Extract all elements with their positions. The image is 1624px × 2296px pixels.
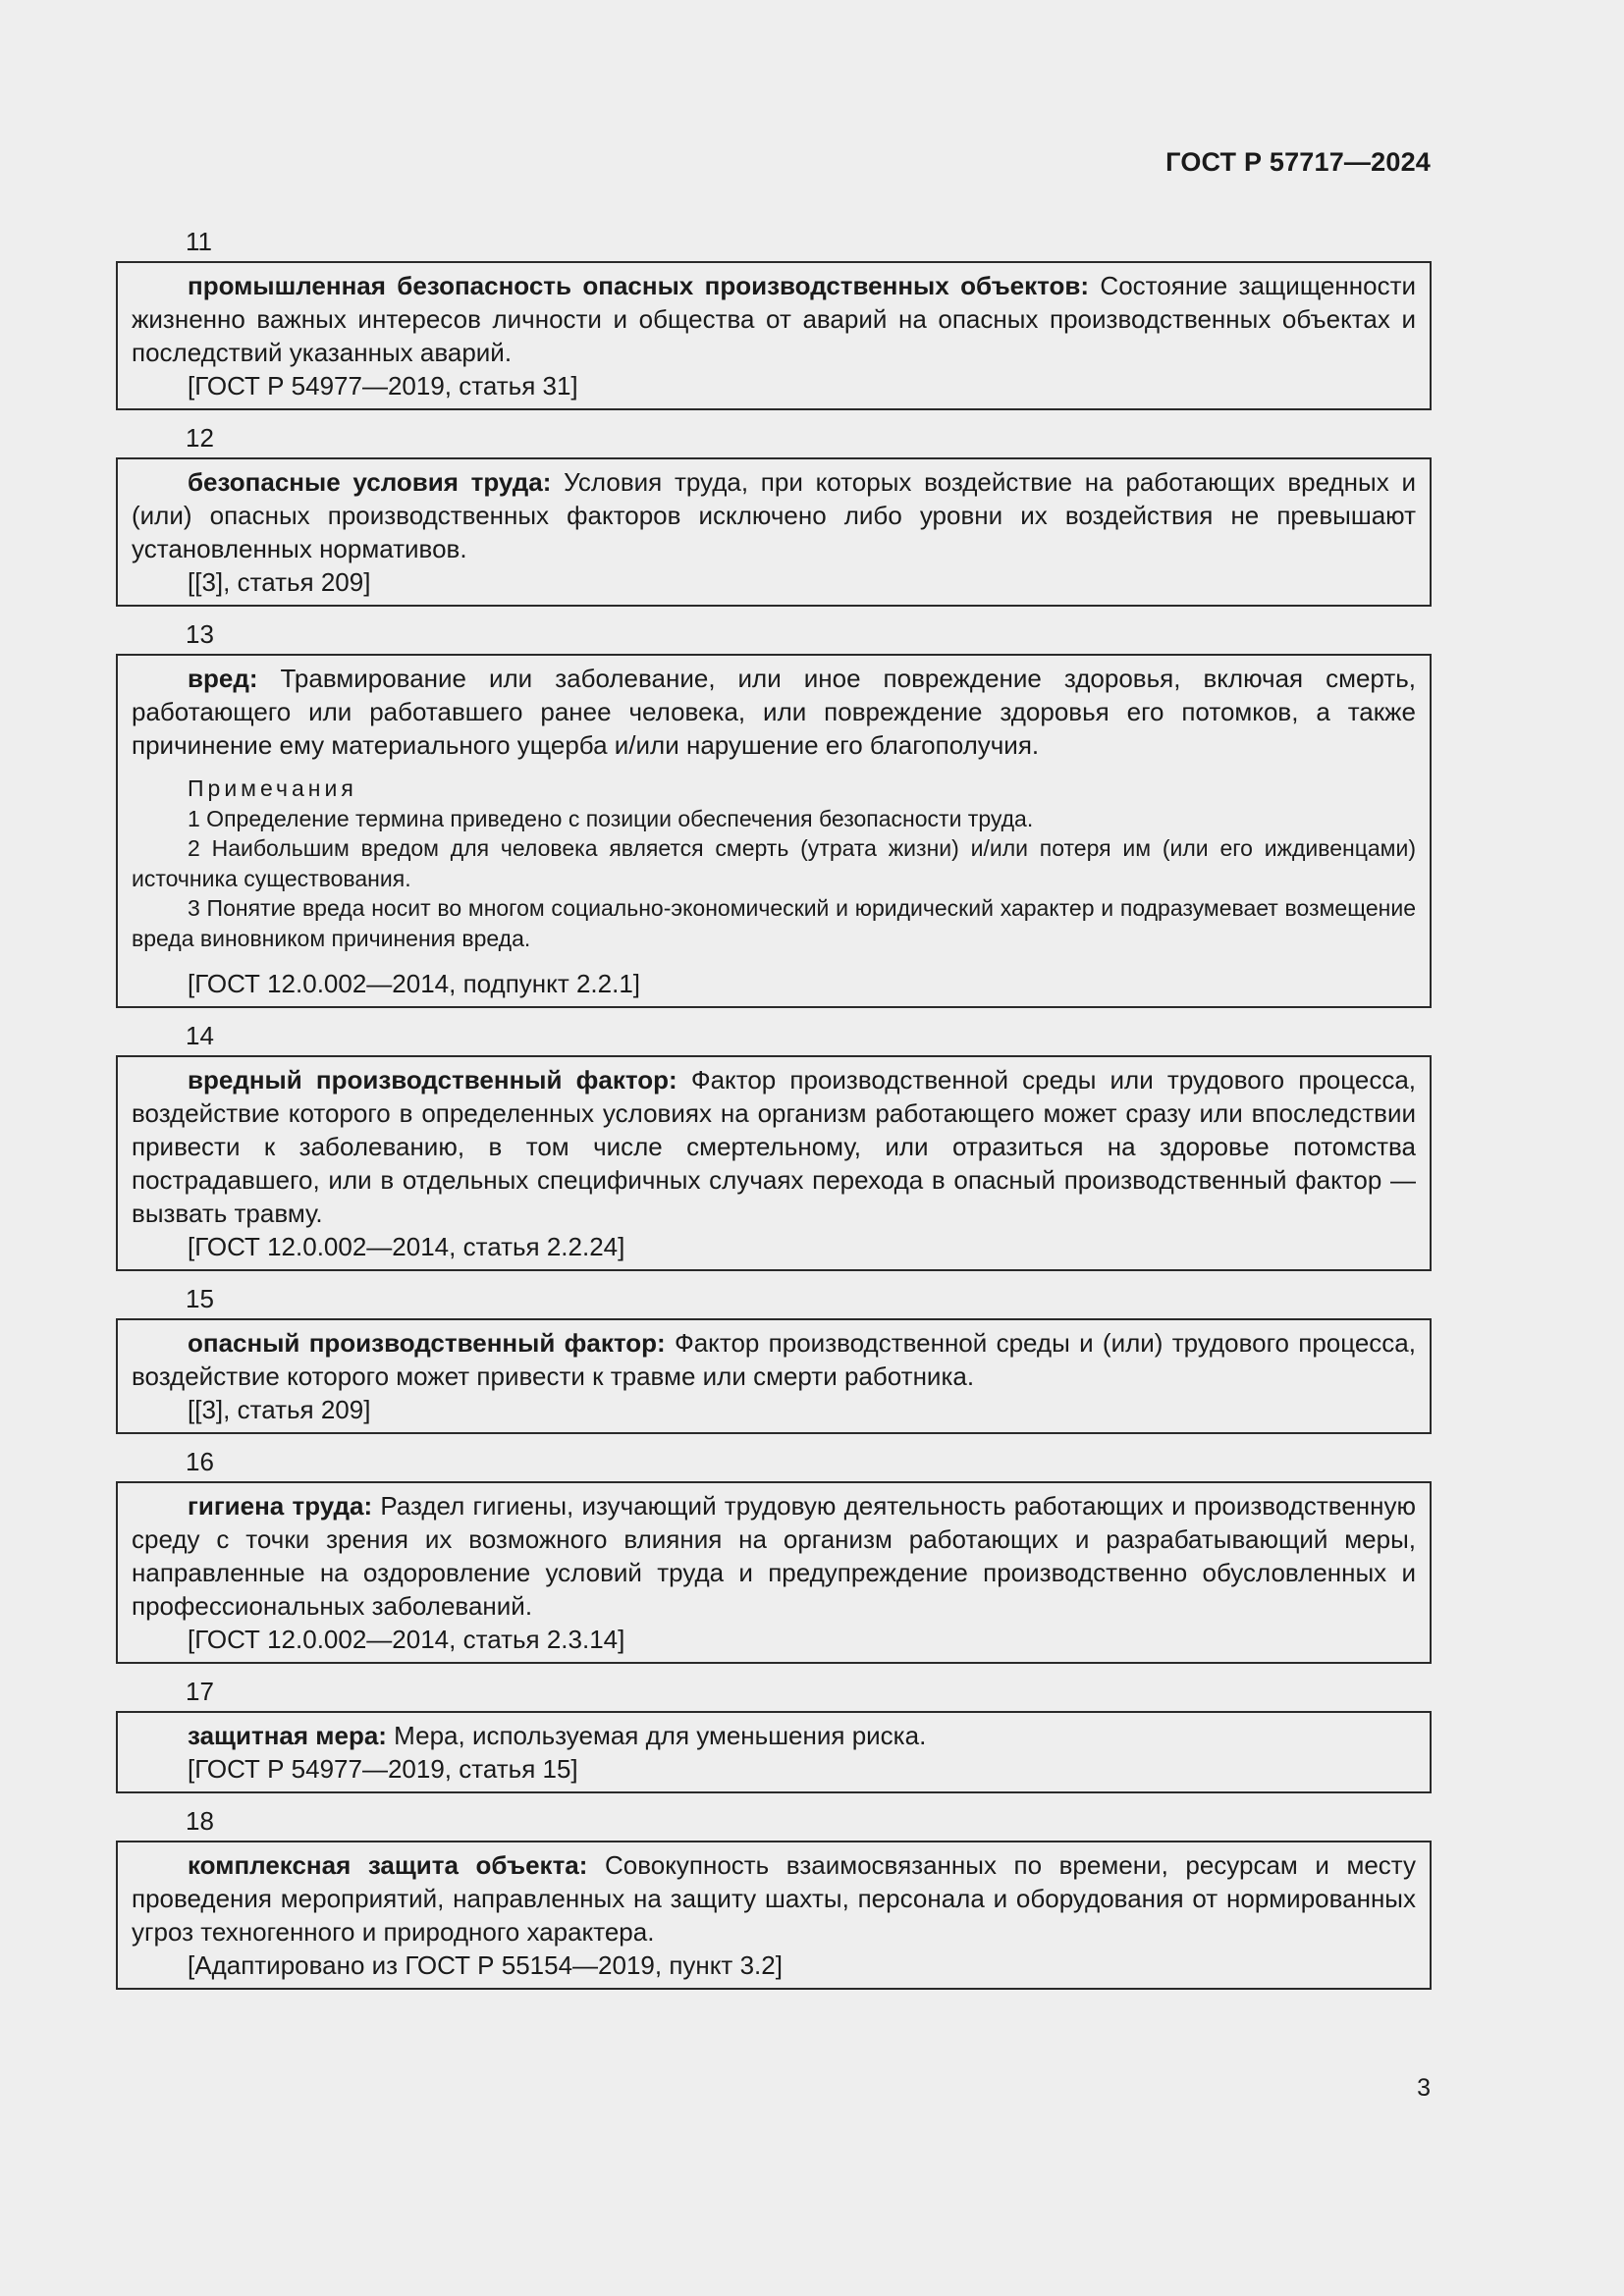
definition <box>132 465 1416 565</box>
entry-number: 16 <box>186 1447 214 1476</box>
source-reference: [Адаптировано из ГОСТ Р 55154—2019, пункт 3.2] <box>188 1950 783 1980</box>
definition <box>132 1063 1416 1230</box>
term-entries <box>116 224 1432 2000</box>
term-entry <box>116 420 1432 607</box>
term: опасный производственный фактор: <box>188 1328 666 1358</box>
definition <box>132 1848 1416 1949</box>
term-entry <box>116 1674 1432 1793</box>
term: вредный производственный фактор: <box>188 1065 677 1095</box>
term-entry <box>116 616 1432 1008</box>
definition-text: Условия труда, при которых воздействие на работающих вредных и (или) опасных производственных факторов исключено либо уровни их воздействия не превышают установленных нормативов. <box>132 467 1416 563</box>
source-reference: [ГОСТ 12.0.002—2014, подпункт 2.2.1] <box>188 969 641 998</box>
term: комплексная защита объекта: <box>188 1850 588 1880</box>
note-item: 1 Определение термина приведено с позиции обеспечения безопасности труда. <box>188 805 1034 831</box>
page-number: 3 <box>1417 2074 1431 2102</box>
term: вред: <box>188 664 258 693</box>
entry-box <box>116 654 1432 1008</box>
entry-box <box>116 1318 1432 1434</box>
note-item: 2 Наибольшим вредом для человека является смерть (утрата жизни) и/или потеря им (или его иждивенцами) источника существования. <box>132 835 1416 891</box>
document-designation: ГОСТ Р 57717—2024 <box>1165 147 1431 177</box>
entry-number: 18 <box>186 1806 214 1836</box>
definition-text: Фактор производственной среды и (или) трудового процесса, воздействие которого может привести к травме или смерти работника. <box>132 1328 1416 1391</box>
entry-number: 17 <box>186 1677 214 1706</box>
term-entry <box>116 1018 1432 1271</box>
notes <box>132 774 1416 953</box>
entry-box <box>116 1055 1432 1271</box>
term: гигиена труда: <box>188 1491 373 1521</box>
entry-box <box>116 1711 1432 1793</box>
definition <box>132 1719 1416 1752</box>
entry-number: 14 <box>186 1021 214 1050</box>
entry-box <box>116 1841 1432 1990</box>
source-reference: [ГОСТ 12.0.002—2014, статья 2.3.14] <box>188 1625 625 1654</box>
source-reference: [ГОСТ Р 54977—2019, статья 15] <box>188 1754 578 1784</box>
entry-number: 15 <box>186 1284 214 1313</box>
source-reference: [ГОСТ Р 54977—2019, статья 31] <box>188 371 578 400</box>
entry-number: 11 <box>186 227 212 256</box>
definition-text: Травмирование или заболевание, или иное повреждение здоровья, включая смерть, работающего или работавшего ранее человека, или повреждение здоровья его потомков, а также причинение ему материального ущерба и/или нарушение его благополучия. <box>132 664 1416 760</box>
definition-text: Мера, используемая для уменьшения риска. <box>386 1721 927 1750</box>
definition <box>132 1326 1416 1393</box>
entry-box <box>116 457 1432 607</box>
definition <box>132 1489 1416 1623</box>
source-reference: [ГОСТ 12.0.002—2014, статья 2.2.24] <box>188 1232 625 1261</box>
term: защитная мера: <box>188 1721 387 1750</box>
source-reference: [[3], статья 209] <box>188 1395 371 1424</box>
term-entry <box>116 1444 1432 1664</box>
definition-text: Состояние защищенности жизненно важных интересов личности и общества от аварий на опасных производственных объектах и последствий указанных аварий. <box>132 271 1416 367</box>
entry-number: 13 <box>186 619 214 649</box>
entry-number: 12 <box>186 423 214 453</box>
definition <box>132 269 1416 369</box>
definition-text: Раздел гигиены, изучающий трудовую деятельность работающих и производственную среду с точки зрения их возможного влияния на организм работающих и разрабатывающий меры, направленные на оздоровление условий труда и предупреждение производственно обусловленных и профессиональных заболеваний. <box>132 1491 1416 1621</box>
term-entry <box>116 1281 1432 1434</box>
definition-text: Фактор производственной среды или трудового процесса, воздействие которого в определенных условиях на организм работающего может сразу или впоследствии привести к заболеванию, в том числе смертельному, или отразиться на здоровье потомства пострадавшего, или в отдельных специфичных случаях перехода в опасный производственный фактор — вызвать травму. <box>132 1065 1416 1228</box>
note-item: 3 Понятие вреда носит во многом социально-экономический и юридический характер и подразумевает возмещение вреда виновником причинения вреда. <box>132 895 1416 951</box>
term-entry <box>116 224 1432 410</box>
definition <box>132 662 1416 762</box>
term: промышленная безопасность опасных производственных объектов: <box>188 271 1090 300</box>
entry-box <box>116 261 1432 410</box>
source-reference: [[3], статья 209] <box>188 567 371 597</box>
entry-box <box>116 1481 1432 1664</box>
definition-text: Совокупность взаимосвязанных по времени, ресурсам и месту проведения мероприятий, направленных на защиту шахты, персонала и оборудования от нормированных угроз техногенного и природного характера. <box>132 1850 1416 1947</box>
notes-title: Примечания <box>188 775 357 801</box>
term: безопасные условия труда: <box>188 467 552 497</box>
term-entry <box>116 1803 1432 1990</box>
